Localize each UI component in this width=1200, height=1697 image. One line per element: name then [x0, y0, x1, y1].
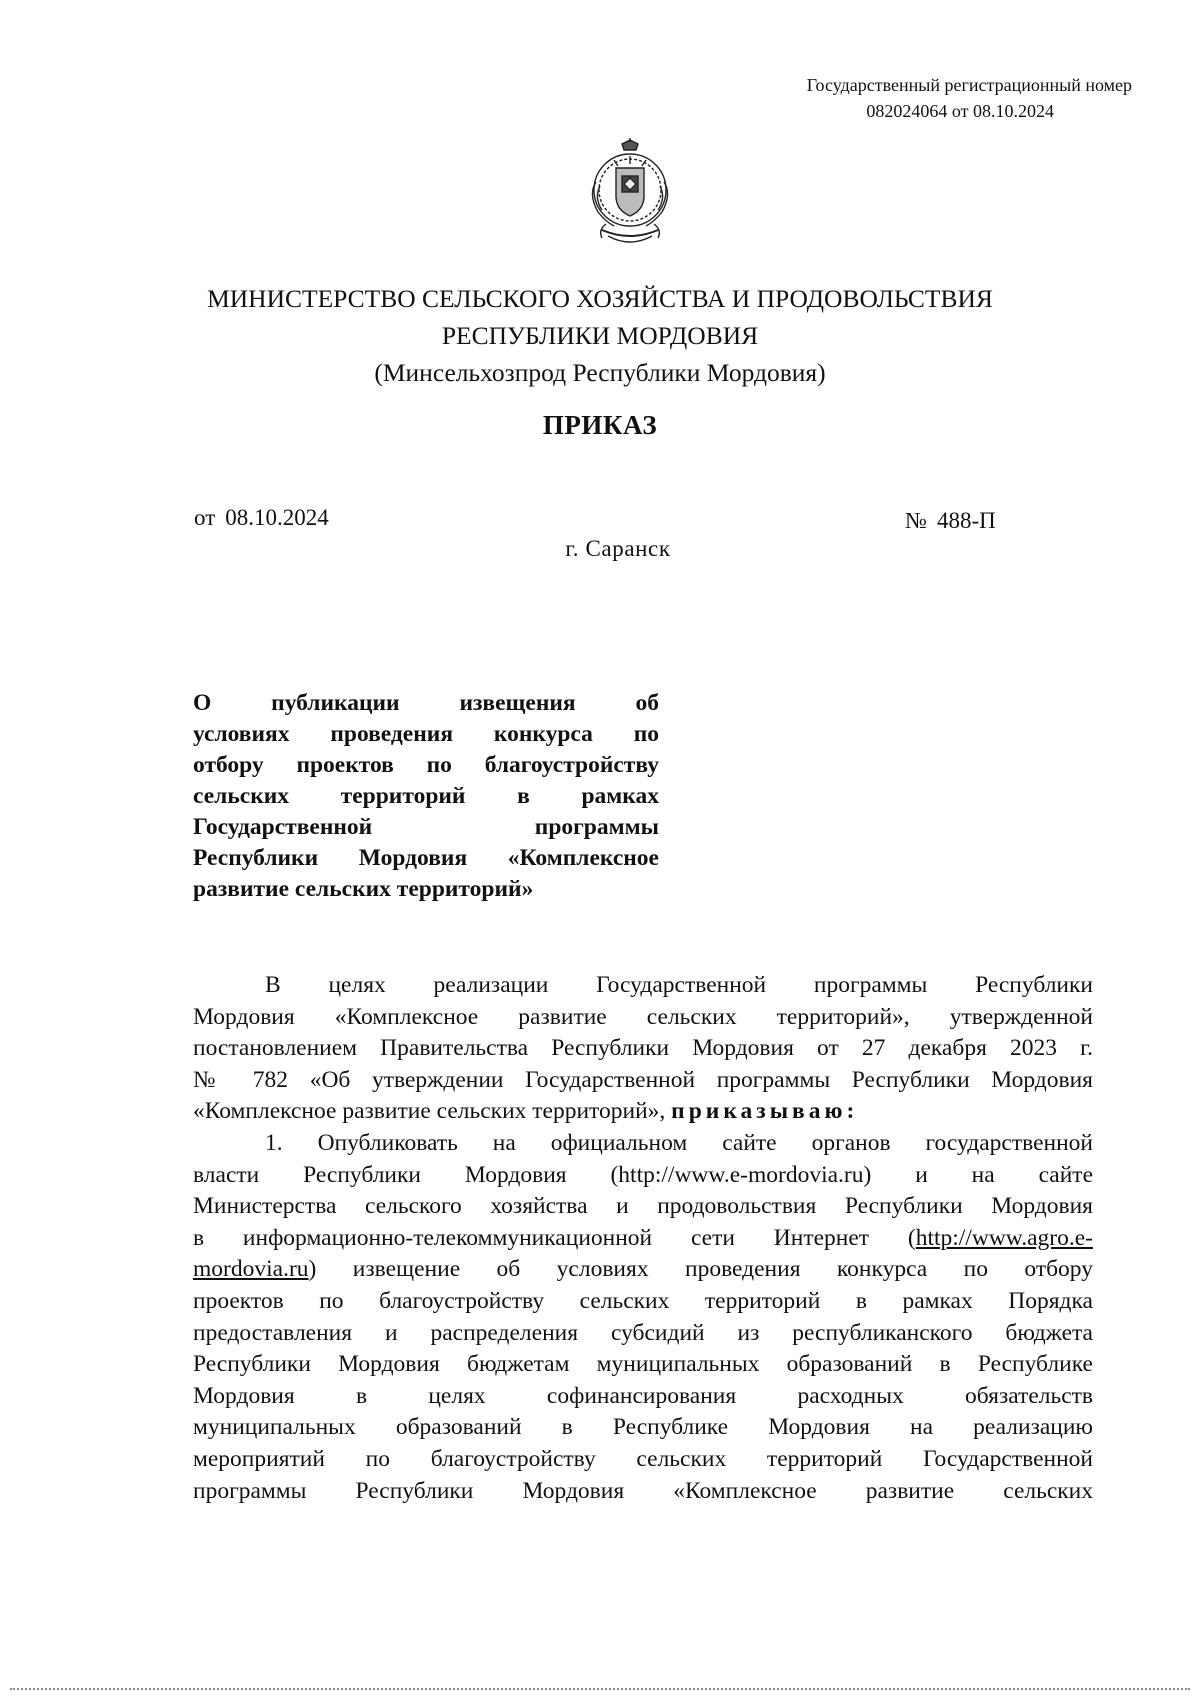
subject-line: сельских территорий в рамках [193, 783, 659, 809]
registration-number: 082024064 от 08.10.2024 [866, 101, 1054, 121]
body-line: № 782 «Об утверждении Государственной программы Республики Мордовия [193, 1066, 1093, 1093]
organization-name-line1: МИНИСТЕРСТВО СЕЛЬСКОГО ХОЗЯЙСТВА И ПРОДОВОЛЬСТВИЯ [207, 284, 993, 313]
body-line: Мордовия в целях софинансирования расходных обязательств [193, 1382, 1093, 1409]
body-line: предоставления и распределения субсидий из республиканского бюджета [193, 1319, 1093, 1346]
subject-line: развитие сельских территорий» [193, 876, 534, 902]
body-line-text: «Комплексное развитие сельских территорий», [193, 1098, 666, 1125]
organization-short-name: (Минсельхозпрод Республики Мордовия) [374, 358, 826, 387]
body-line: проектов по благоустройству сельских территорий в рамках Порядка [193, 1287, 1093, 1314]
body-line [193, 970, 1093, 1002]
body-line: постановлением Правительства Республики Мордовия от 27 декабря 2023 г. [193, 1035, 1093, 1062]
body-line [193, 1223, 1093, 1255]
body-line: власти Республики Мордовия (http://www.e-mordovia.ru) и на сайте [193, 1161, 1093, 1188]
subject-line: Республики Мордовия «Комплексное [193, 845, 659, 871]
date-prefix: от [194, 505, 216, 530]
subject-line: отбору проектов по благоустройству [193, 752, 659, 778]
registration-stamp [612, 72, 1132, 124]
coat-of-arms-icon [584, 138, 676, 250]
body-line-text: 1. Опубликовать на официальном сайте органов государственной [265, 1129, 1093, 1156]
body-line: Министерства сельского хозяйства и продовольствия Республики Мордовия [193, 1193, 1093, 1220]
body-line [193, 1096, 1093, 1128]
scan-edge-divider [10, 1688, 1190, 1690]
document-date [194, 505, 329, 531]
body-line-text: В целях реализации Государственной программы Республики [265, 972, 1093, 998]
body-line [193, 1254, 1093, 1286]
registration-label: Государственный регистрационный номер [806, 75, 1132, 95]
body-line-text: в информационно-телекоммуникационной сети Интернет ( [193, 1224, 916, 1251]
document-title: ПРИКАЗ [542, 410, 658, 440]
body-line [193, 1128, 1093, 1160]
subject-line: О публикации извещения об [193, 690, 659, 716]
body-line: программы Республики Мордовия «Комплексное развитие сельских [193, 1477, 1093, 1504]
subject-line: Государственной программы [193, 814, 659, 840]
body-line: мероприятий по благоустройству сельских территорий Государственной [193, 1445, 1093, 1472]
organization-name-line2: РЕСПУБЛИКИ МОРДОВИЯ [441, 321, 759, 350]
agro-site-link-continued[interactable]: mordovia.ru [193, 1256, 309, 1283]
body-line-text: ) извещение об условиях проведения конкурса по отбору [308, 1256, 1093, 1283]
order-keyword: приказываю: [671, 1098, 859, 1125]
number-prefix: № [905, 508, 927, 533]
document-city: г. Саранск [565, 536, 671, 561]
subject-line: условиях проведения конкурса по [193, 721, 659, 747]
document-subject [193, 688, 659, 905]
date-value: 08.10.2024 [225, 505, 329, 530]
number-value: 488-П [936, 508, 996, 533]
body-line: Республики Мордовия бюджетам муниципальных образований в Республике [193, 1351, 1093, 1378]
agro-site-link[interactable]: http://www.agro.e- [915, 1224, 1093, 1251]
document-number [905, 508, 996, 534]
document-body [193, 970, 1093, 1507]
organization-header [120, 280, 1080, 391]
body-line: муниципальных образований в Республике Мордовия на реализацию [193, 1414, 1093, 1441]
body-line: Мордовия «Комплексное развитие сельских территорий», утвержденной [193, 1003, 1093, 1030]
